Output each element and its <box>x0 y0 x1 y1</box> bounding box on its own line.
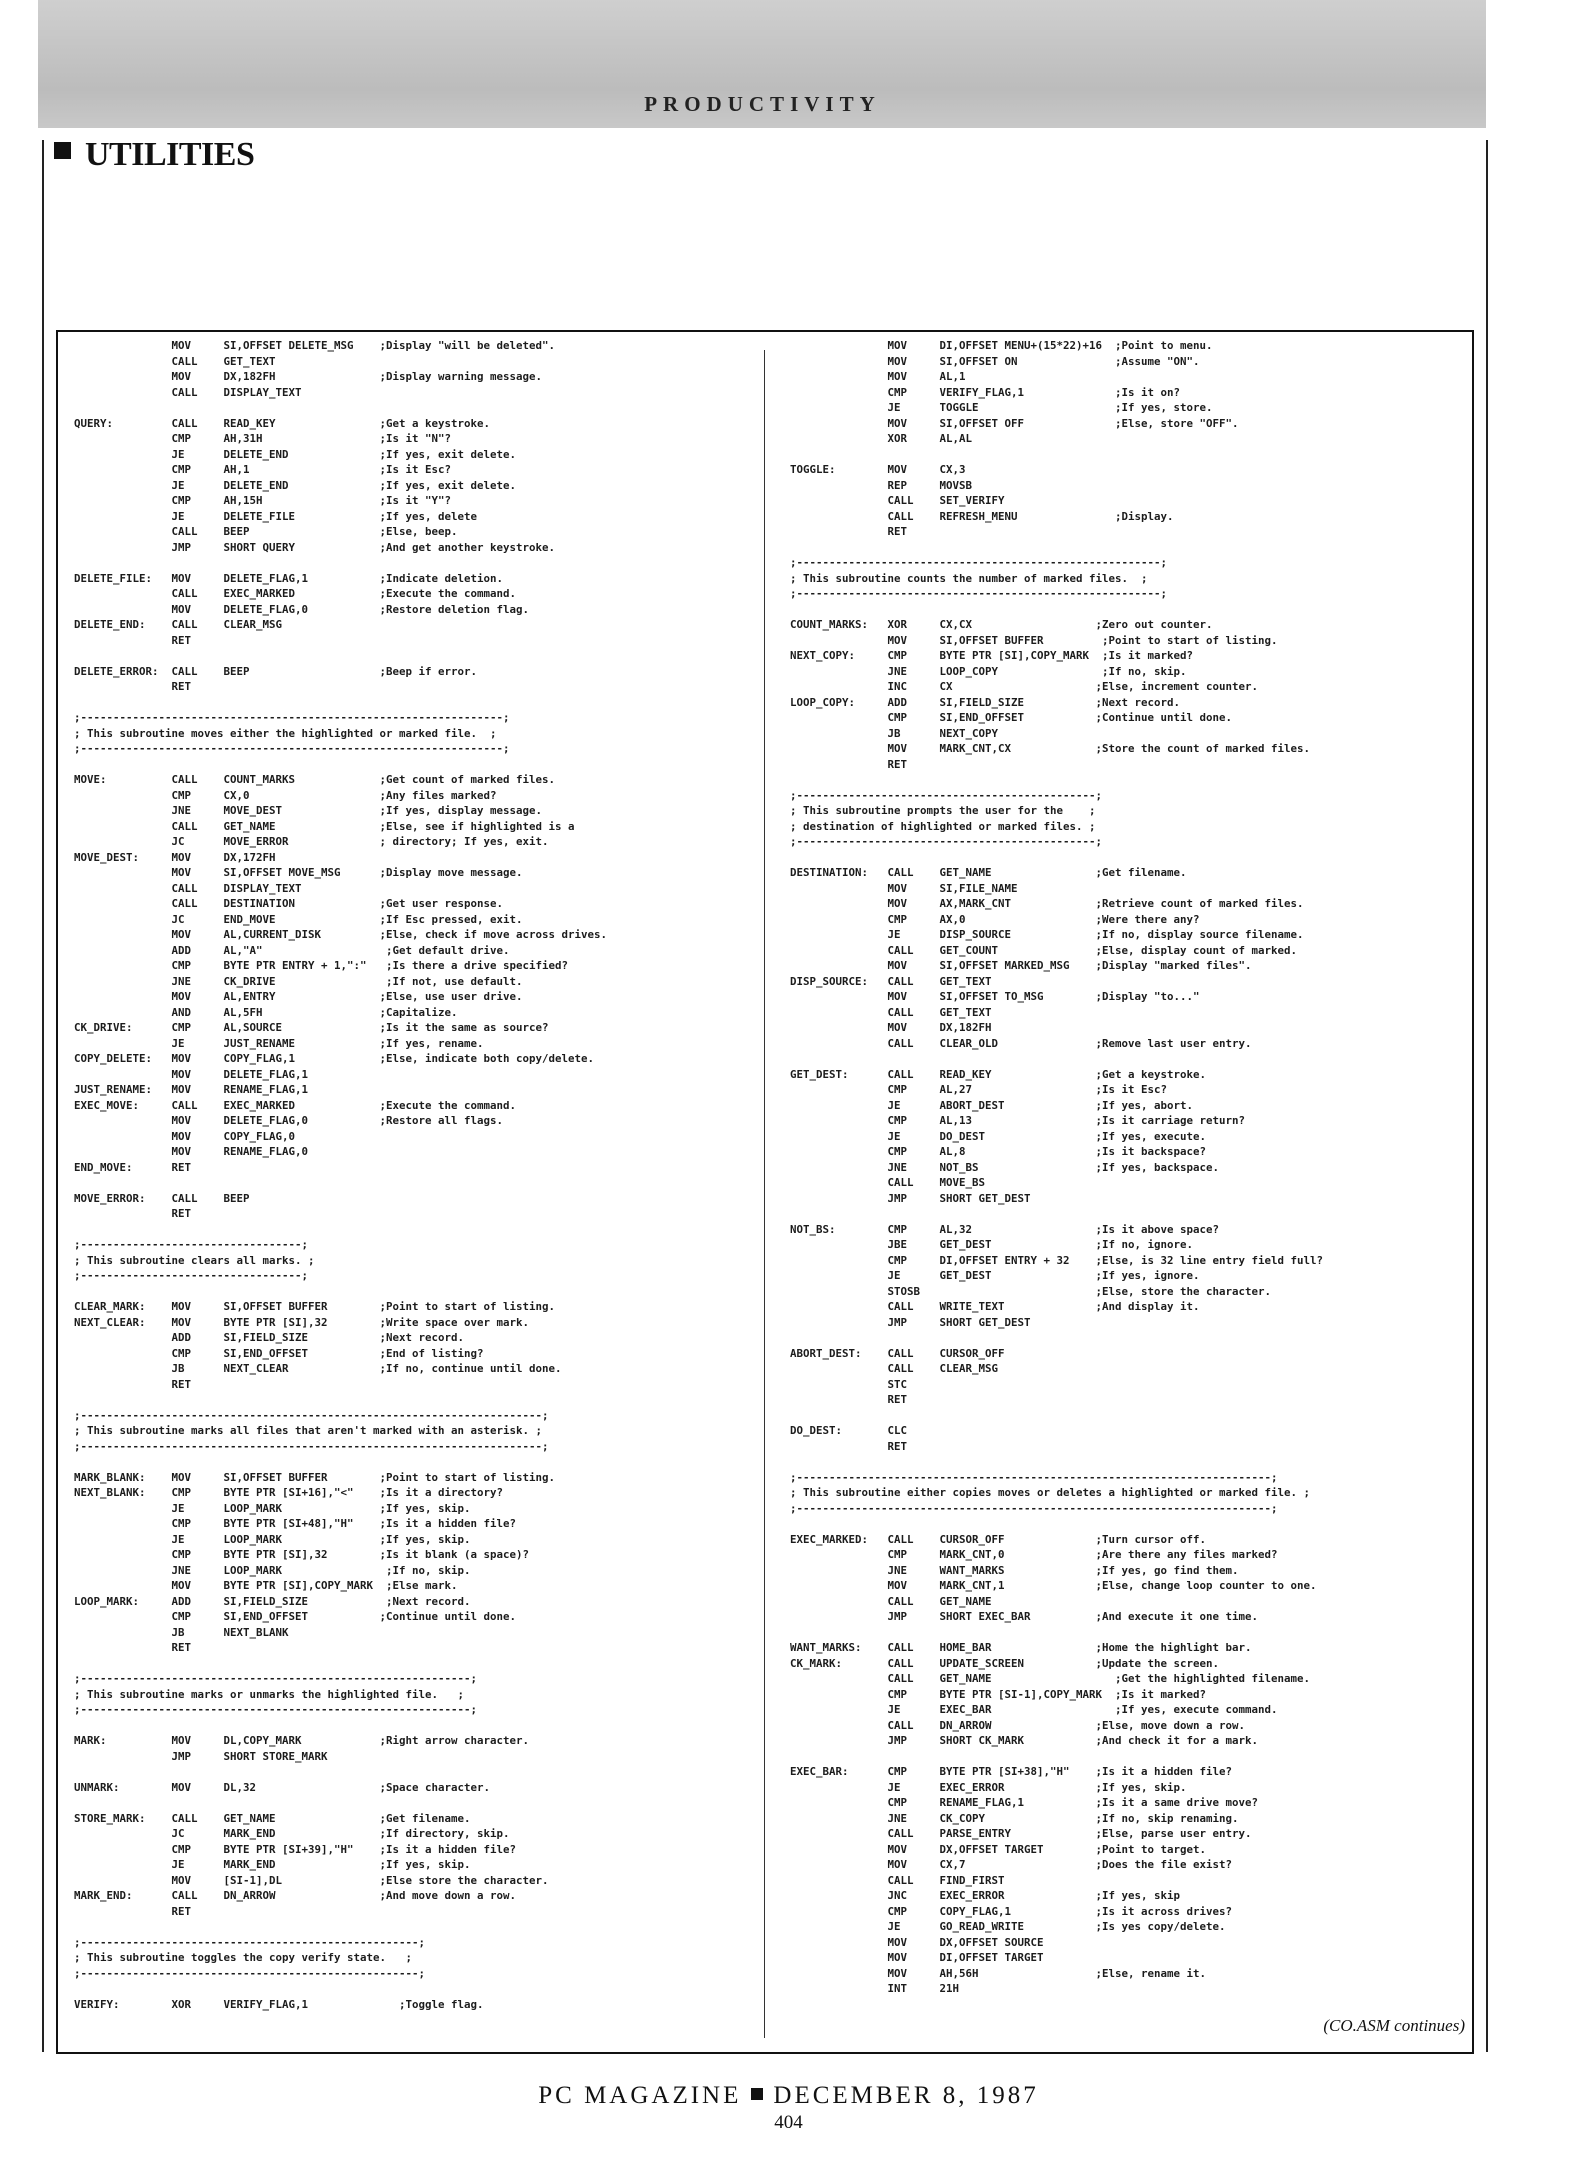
continues-note: (CO.ASM continues) <box>1323 2016 1465 2035</box>
section-label: PRODUCTIVITY <box>644 92 881 116</box>
issue-date: DECEMBER 8, 1987 <box>773 2082 1039 2109</box>
column-title-text: UTILITIES <box>85 136 255 173</box>
left-page-rule <box>42 140 44 2052</box>
page-footer <box>0 2082 1577 2110</box>
page-number: 404 <box>774 2112 803 2133</box>
column-title <box>54 136 254 174</box>
right-page-rule <box>1486 140 1488 2052</box>
code-listing-right-column: MOV DI,OFFSET MENU+(15*22)+16 ;Point to menu. MOV SI,OFFSET ON ;Assume "ON". MOV AL,1 CMP VERIFY_FLAG,1 ;Is it on? JE TOGGLE ;If yes, store. MOV SI,OFFSET OFF ;Else, store "OFF". XOR AL,AL TOGGLE: MOV CX,3 REP MOVSB CALL SET_VERIFY CALL REFRESH_MENU ;Display. RET ;--------------------------------------------------------; ; This subroutine counts the number of marked files. ; ;--------------------------------------------------------; COUNT_MARKS: XOR CX,CX ;Zero out counter. MOV SI,OFFSET BUFFER ;Point to start of listing. NEXT_COPY: CMP BYTE PTR [SI],COPY_MARK ;Is it marked? JNE LOOP_COPY ;If no, skip. INC CX ;Else, increment counter. LOOP_COPY: ADD SI,FIELD_SIZE ;Next record. CMP SI,END_OFFSET ;Continue until done. JB NEXT_COPY MOV MARK_CNT,CX ;Store the count of marked files. RET ;----------------------------------------------; ; This subroutine prompts the user for the ; ; destination of highlighted or marked files. ; ;----------------------------------------------; DESTINATION: CALL GET_NAME ;Get filename. MOV SI,FILE_NAME MOV AX,MARK_CNT ;Retrieve count of marked files. CMP AX,0 ;Were there any? JE DISP_SOURCE ;If no, display source filename. CALL GET_COUNT ;Else, display count of marked. MOV SI,OFFSET MARKED_MSG ;Display "marked files". DISP_SOURCE: CALL GET_TEXT MOV SI,OFFSET TO_MSG ;Display "to..." CALL GET_TEXT MOV DX,182FH CALL CLEAR_OLD ;Remove last user entry. GET_DEST: CALL READ_KEY ;Get a keystroke. CMP AL,27 ;Is it Esc? JE ABORT_DEST ;If yes, abort. CMP AL,13 ;Is it carriage return? JE DO_DEST ;If yes, execute. CMP AL,8 ;Is it backspace? JNE NOT_BS ;If yes, backspace. CALL MOVE_BS JMP SHORT GET_DEST NOT_BS: CMP AL,32 ;Is it above space? JBE GET_DEST ;If no, ignore. CMP DI,OFFSET ENTRY + 32 ;Else, is 32 line entry field full? JE GET_DEST ;If yes, ignore. STOSB ;Else, store the character. CALL WRITE_TEXT ;And display it. JMP SHORT GET_DEST ABORT_DEST: CALL CURSOR_OFF CALL CLEAR_MSG STC RET DO_DEST: CLC RET ;-------------------------------------------------------------------------; ; This subroutine either copies moves or deletes a highlighted or marked file. ; ;-------------------------------------------------------------------------; EXEC_MARKED: CALL CURSOR_OFF ;Turn cursor off. CMP MARK_CNT,0 ;Are there any files marked? JNE WANT_MARKS ;If yes, go find them. MOV MARK_CNT,1 ;Else, change loop counter to one. CALL GET_NAME JMP SHORT EXEC_BAR ;And execute it one time. WANT_MARKS: CALL HOME_BAR ;Home the highlight bar. CK_MARK: CALL UPDATE_SCREEN ;Update the screen. CALL GET_NAME ;Get the highlighted filename. CMP BYTE PTR [SI-1],COPY_MARK ;Is it marked? JE EXEC_BAR ;If yes, execute command. CALL DN_ARROW ;Else, move down a row. JMP SHORT CK_MARK ;And check it for a mark. EXEC_BAR: CMP BYTE PTR [SI+38],"H" ;Is it a hidden file? JE EXEC_ERROR ;If yes, skip. CMP RENAME_FLAG,1 ;Is it a same drive move? JNE CK_COPY ;If no, skip renaming. CALL PARSE_ENTRY ;Else, parse user entry. MOV DX,OFFSET TARGET ;Point to target. MOV CX,7 ;Does the file exist? CALL FIND_FIRST JNC EXEC_ERROR ;If yes, skip CMP COPY_FLAG,1 ;Is it across drives? JE GO_READ_WRITE ;Is yes copy/delete. MOV DX,OFFSET SOURCE MOV DI,OFFSET TARGET MOV AH,56H ;Else, rename it. INT 21H <box>790 339 1324 1995</box>
footer-square-icon <box>751 2088 763 2100</box>
code-listing-left-column: MOV SI,OFFSET DELETE_MSG ;Display "will be deleted". CALL GET_TEXT MOV DX,182FH ;Display warning message. CALL DISPLAY_TEXT QUERY: CALL READ_KEY ;Get a keystroke. CMP AH,31H ;Is it "N"? JE DELETE_END ;If yes, exit delete. CMP AH,1 ;Is it Esc? JE DELETE_END ;If yes, exit delete. CMP AH,15H ;Is it "Y"? JE DELETE_FILE ;If yes, delete CALL BEEP ;Else, beep. JMP SHORT QUERY ;And get another keystroke. DELETE_FILE: MOV DELETE_FLAG,1 ;Indicate deletion. CALL EXEC_MARKED ;Execute the command. MOV DELETE_FLAG,0 ;Restore deletion flag. DELETE_END: CALL CLEAR_MSG RET DELETE_ERROR: CALL BEEP ;Beep if error. RET ;-----------------------------------------------------------------; ; This subroutine moves either the highlighted or marked file. ; ;-----------------------------------------------------------------; MOVE: CALL COUNT_MARKS ;Get count of marked files. CMP CX,0 ;Any files marked? JNE MOVE_DEST ;If yes, display message. CALL GET_NAME ;Else, see if highlighted is a JC MOVE_ERROR ; directory; If yes, exit. MOVE_DEST: MOV DX,172FH MOV SI,OFFSET MOVE_MSG ;Display move message. CALL DISPLAY_TEXT CALL DESTINATION ;Get user response. JC END_MOVE ;If Esc pressed, exit. MOV AL,CURRENT_DISK ;Else, check if move across drives. ADD AL,"A" ;Get default drive. CMP BYTE PTR ENTRY + 1,":" ;Is there a drive specified? JNE CK_DRIVE ;If not, use default. MOV AL,ENTRY ;Else, use user drive. AND AL,5FH ;Capitalize. CK_DRIVE: CMP AL,SOURCE ;Is it the same as source? JE JUST_RENAME ;If yes, rename. COPY_DELETE: MOV COPY_FLAG,1 ;Else, indicate both copy/delete. MOV DELETE_FLAG,1 JUST_RENAME: MOV RENAME_FLAG,1 EXEC_MOVE: CALL EXEC_MARKED ;Execute the command. MOV DELETE_FLAG,0 ;Restore all flags. MOV COPY_FLAG,0 MOV RENAME_FLAG,0 END_MOVE: RET MOVE_ERROR: CALL BEEP RET ;----------------------------------; ; This subroutine clears all marks. ; ;----------------------------------; CLEAR_MARK: MOV SI,OFFSET BUFFER ;Point to start of listing. NEXT_CLEAR: MOV BYTE PTR [SI],32 ;Write space over mark. ADD SI,FIELD_SIZE ;Next record. CMP SI,END_OFFSET ;End of listing? JB NEXT_CLEAR ;If no, continue until done. RET ;-----------------------------------------------------------------------; ; This subroutine marks all files that aren't marked with an asterisk. ; ;-----------------------------------------------------------------------; MARK_BLANK: MOV SI,OFFSET BUFFER ;Point to start of listing. NEXT_BLANK: CMP BYTE PTR [SI+16],"<" ;Is it a directory? JE LOOP_MARK ;If yes, skip. CMP BYTE PTR [SI+48],"H" ;Is it a hidden file? JE LOOP_MARK ;If yes, skip. CMP BYTE PTR [SI],32 ;Is it blank (a space)? JNE LOOP_MARK ;If no, skip. MOV BYTE PTR [SI],COPY_MARK ;Else mark. LOOP_MARK: ADD SI,FIELD_SIZE ;Next record. CMP SI,END_OFFSET ;Continue until done. JB NEXT_BLANK RET ;------------------------------------------------------------; ; This subroutine marks or unmarks the highlighted file. ; ;------------------------------------------------------------; MARK: MOV DL,COPY_MARK ;Right arrow character. JMP SHORT STORE_MARK UNMARK: MOV DL,32 ;Space character. STORE_MARK: CALL GET_NAME ;Get filename. JC MARK_END ;If directory, skip. CMP BYTE PTR [SI+39],"H" ;Is it a hidden file? JE MARK_END ;If yes, skip. MOV [SI-1],DL ;Else store the character. MARK_END: CALL DN_ARROW ;And move down a row. RET ;----------------------------------------------------; ; This subroutine toggles the copy verify state. ; ;----------------------------------------------------; VERIFY: XOR VERIFY_FLAG,1 ;Toggle flag. <box>74 339 608 2011</box>
bullet-square-icon <box>54 142 71 159</box>
magazine-name: PC MAGAZINE <box>538 2082 742 2109</box>
column-divider <box>764 350 765 2038</box>
